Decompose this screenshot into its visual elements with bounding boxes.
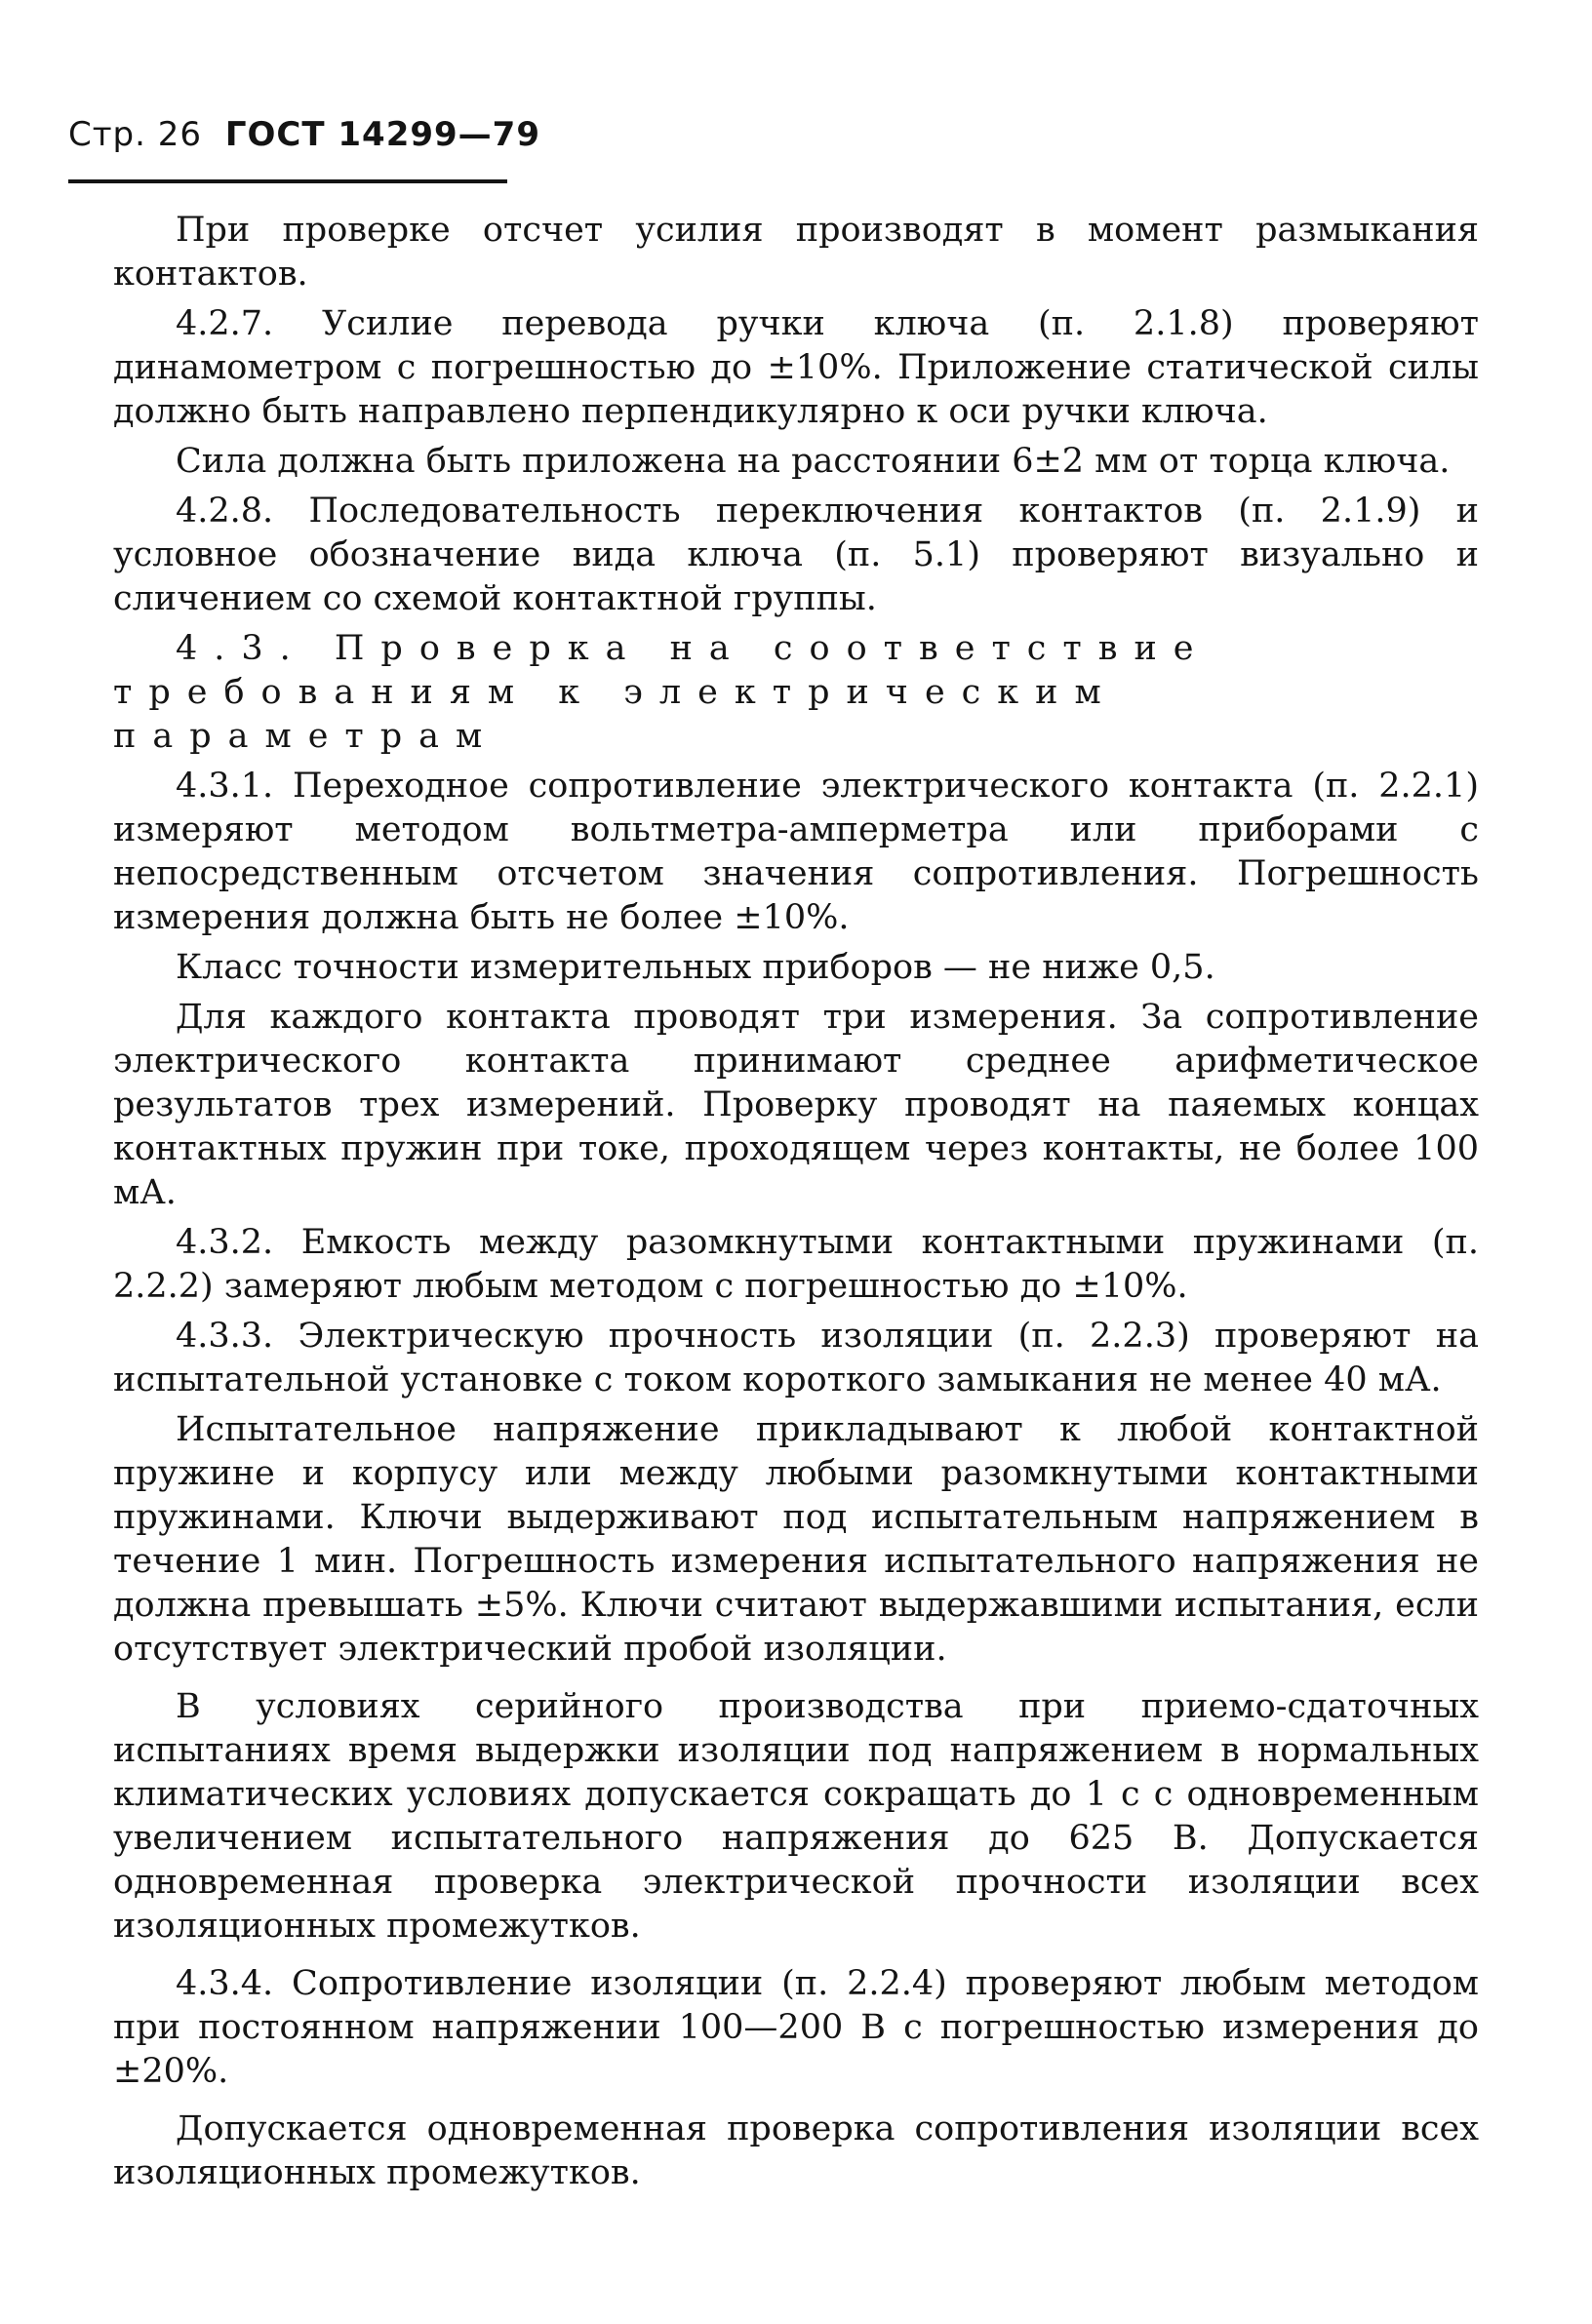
paragraph: 4.2.7. Усилие перевода ручки ключа (п. 2.1.8) проверяют динамометром с погрешностью до ±10%. Приложение статической силы должно быть направлено перпендикулярно к оси ручки ключа. [113,304,1479,431]
paragraph: Для каждого контакта проводят три измерения. За сопротивление электрического контакта принимают среднее арифметическое результатов трех измерений. Проверку проводят на паяемых концах контактных пружин при токе, проходящем через контакты, не более 100 мА. [113,998,1479,1212]
paragraph: Допускается одновременная проверка сопротивления изоляции всех изоляционных промежутков. [113,2109,1479,2192]
paragraph: 4.3.4. Сопротивление изоляции (п. 2.2.4) проверяют любым методом при постоянном напряжении 100—200 В с погрешностью измерения до ±20%. [113,1964,1479,2091]
standard-number: ГОСТ 14299—79 [224,115,540,154]
paragraph: В условиях серийного производства при приемо-сдаточных испытаниях время выдержки изоляции под напряжением в нормальных климатических условиях допускается сокращать до 1 с с одновременным увеличением испытательного напряжения до 625 В. Допускается одновременная проверка электрической прочности изоляции всех изоляционных промежутков. [113,1687,1479,1946]
section-heading: 4.3. Проверка на соответствие требованиям к электрическим параметрам [113,629,1211,756]
paragraph: Испытательное напряжение прикладывают к любой контактной пружине и корпусу или между любыми разомкнутыми контактными пружинами. Ключи выдерживают под испытательным напряжением в течение 1 мин. Погрешность измерения испытательного напряжения не должна превышать ±5%. Ключи считают выдержавшими испытания, если отсутствует электрический пробой изоляции. [113,1410,1479,1669]
paragraph: 4.3.2. Емкость между разомкнутыми контактными пружинами (п. 2.2.2) замеряют любым методом с погрешностью до ±10%. [113,1223,1479,1306]
paragraph: 4.3.3. Электрическую прочность изоляции (п. 2.2.3) проверяют на испытательной установке с током короткого замыкания не менее 40 мА. [113,1317,1479,1399]
page-number: Стр. 26 [68,115,203,154]
paragraph: 4.3.1. Переходное сопротивление электрического контакта (п. 2.2.1) измеряют методом вольтметра-амперметра или приборами с непосредственным отсчетом значения сопротивления. Погрешность измерения должна быть не более ±10%. [113,767,1479,937]
paragraph: При проверке отсчет усилия производят в момент размыкания контактов. [113,211,1479,294]
header-rule [68,179,507,183]
paragraph: Сила должна быть приложена на расстоянии 6±2 мм от торца ключа. [176,442,1451,481]
paragraph: Класс точности измерительных приборов — не ниже 0,5. [176,948,1215,987]
page-header [68,115,540,154]
document-body [113,209,1479,2201]
paragraph: 4.2.8. Последовательность переключения контактов (п. 2.1.9) и условное обозначение вида ключа (п. 5.1) проверяют визуально и сличением со схемой контактной группы. [113,492,1479,618]
